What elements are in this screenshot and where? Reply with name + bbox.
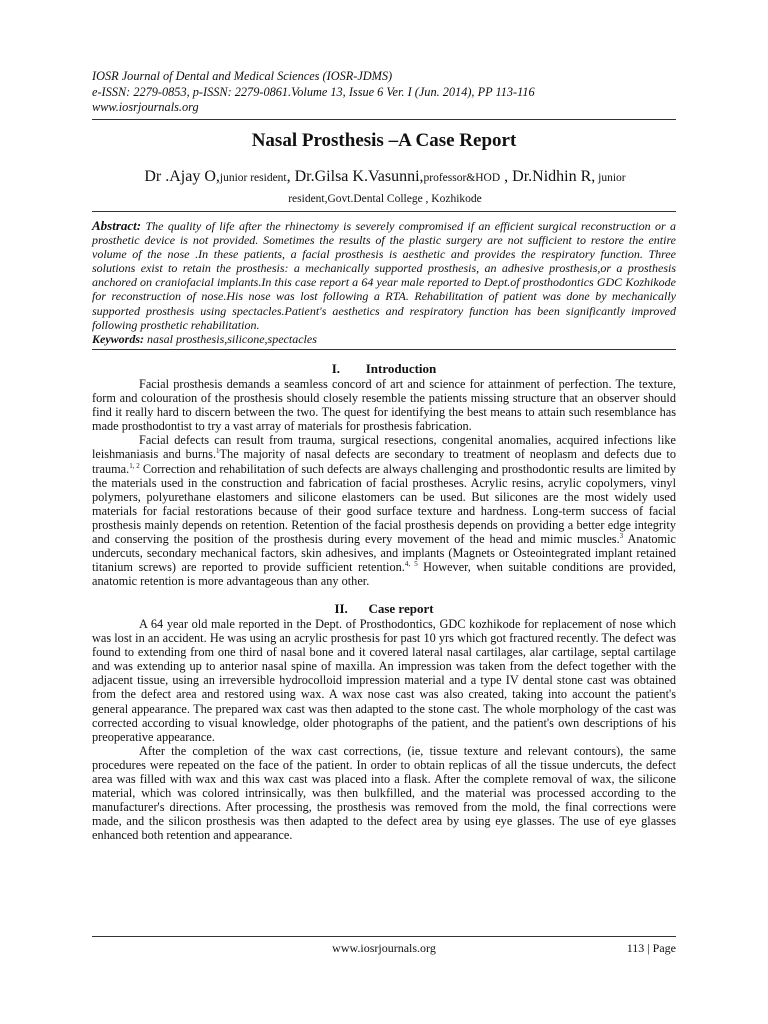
footer-website: www.iosrjournals.org <box>332 941 436 955</box>
author-separator: , <box>500 168 513 185</box>
author-2-name: Dr.Gilsa K.Vasunni, <box>294 168 424 185</box>
case-report-paragraph-2: After the completion of the wax cast corrections, (ie, tissue texture and relevant contours), the same procedures were repeated on the face of the patient. In order to obtain replicas of all the tissue undercuts, the defect area was filled with wax and this wax cast was placed into a flask. After the complete removal of wax, the silicone material, which was colored intrinsically, was then bulkfilled, and the material was processed according to the manufacturer's directions. After processing, the prosthesis was removed from the mold, the final corrections were made, and the silicon prosthesis was then adapted to the defect area by using eye glasses. The use of eye glasses enhanced both retention and appearance. <box>92 743 676 843</box>
section-heading-case-report <box>0 601 768 617</box>
citation: 3 <box>619 531 624 540</box>
author-separator: , <box>286 168 295 185</box>
abstract-label: Abstract: <box>92 218 142 233</box>
author-1-role: junior resident <box>219 172 287 184</box>
journal-issn-line: e-ISSN: 2279-0853, p-ISSN: 2279-0861.Volume 13, Issue 6 Ver. I (Jun. 2014), PP 113-116 <box>92 84 535 99</box>
author-1-name: Dr .Ajay O, <box>144 168 220 185</box>
section-number: II. <box>334 601 348 616</box>
author-3-name: Dr.Nidhin R, <box>512 168 596 185</box>
section-title: Case report <box>368 601 434 616</box>
author-3-role: junior resident,Govt.Dental College , Kozhikode <box>288 172 626 205</box>
footer-page-number: 113 | Page <box>626 941 676 955</box>
abstract-text: The quality of life after the rhinectomy is severely compromised if an efficient surgical reconstruction or a prosthetic device is not provided. Sometimes the results of the plastic surgery are not sufficient to restore the entire volume of the nose .In these patients, a facial prosthesis is aesthetic and provides the respiratory function. Three solutions exist to retain the prosthesis: a mechanically supported prosthesis, an adhesive prosthesis,or a prosthesis anchored on craniofacial implants.In this case report a 64 year male reported to Dept.of prosthodontics GDC Kozhikode for reconstruction of nose.His nose was lost following a RTA. Rehabilitation of patient was done by mechanically supported prosthesis using spectacles.Patient's aesthetics and respiratory function has been significantly improved following prosthetic rehabilitation. <box>92 219 676 332</box>
keywords-text: nasal prosthesis,silicone,spectacles <box>144 331 317 346</box>
citation: 4, 5 <box>404 560 418 569</box>
footer-divider <box>92 936 676 937</box>
author-list <box>100 167 670 209</box>
journal-header <box>92 69 692 116</box>
introduction-body <box>92 377 676 588</box>
paper-title: Nasal Prosthesis –A Case Report <box>251 130 517 151</box>
citation: 1, 2 <box>129 461 140 470</box>
abstract-top-divider <box>92 211 676 212</box>
abstract-block <box>92 219 676 346</box>
case-report-paragraph-1: A 64 year old male reported in the Dept. of Prosthodontics, GDC kozhikode for replacement of nose which was lost in an accident. He was using an acrylic prosthesis for past 10 yrs which got fractured recently. The defect was found to extending from one third of nasal bone and it covered lateral nasal cartilages, alar cartilage, septal cartilage and was extending up to anterior nasal spine of maxilla. An impression was taken from the defect together with the adjacent tissue, using an irreversible hydrocolloid impression material and a type IV dental stone cast was obtained from the defect area and restored using wax. A wax nose cast was also created, taking into account the patient's general appearance. The prepared wax cast was then adapted to the stone cast. The whole morphology of the cast was corrected according to visual knowledge, older photographs of the patient, and the patient's own descriptions of his preoperative appearance. <box>92 617 676 744</box>
keywords-label: Keywords: <box>92 331 144 346</box>
journal-name: IOSR Journal of Dental and Medical Sciences (IOSR-JDMS) <box>92 69 393 83</box>
abstract-bottom-divider <box>92 349 676 350</box>
introduction-paragraph-2: Facial defects can result from trauma, surgical resections, congenital anomalies, acquired infections like leishmaniasis and burns.$^1$The majority of nasal defects are secondary to treatment of neoplasm and defects due to trauma.$^{1, 2}$ Correction and rehabilitation of such defects are always challenging and prosthodontic results are limited by the materials used in the construction and fabrication of facial prostheses. Acrylic resins, acrylic copolymers, vinyl polymers, polyurethane elastomers and silicone elastomers can be used. But silicones are the most widely used materials for facial restorations because of their good surface texture and hardness. Long-term success of facial prosthesis mainly depends on retention. Retention of the facial prosthesis depends on providing a better edge integrity and conserving the position of the prosthesis during every movement of the head and mimic muscles.$^3$ Anatomic undercuts, secondary mechanical factors, skin adhesives, and implants (Magnets or Osteointegrated implant retained titanium screws) are reported to provide sufficient retention.$^{4, 5}$ However, when suitable conditions are provided, anatomic retention is more advantageous than any other. <box>92 433 677 589</box>
header-divider <box>92 119 676 120</box>
case-report-body <box>92 617 676 843</box>
citation: 1 <box>216 447 220 456</box>
section-number: I. <box>331 361 341 376</box>
section-heading-introduction <box>0 361 768 377</box>
journal-website: www.iosrjournals.org <box>92 100 199 114</box>
author-2-role: professor&HOD <box>423 172 501 184</box>
introduction-paragraph-1: Facial prosthesis demands a seamless concord of art and science for attainment of perfection. The texture, form and colouration of the prosthesis should closely resemble the patients missing structure that an observer should find it really hard to discern between the two. The quest for identifying the best means to attain such resemblance has made prosthodontist to try a vast array of materials for prosthesis fabrication. <box>92 377 676 434</box>
section-title: Introduction <box>365 361 437 376</box>
